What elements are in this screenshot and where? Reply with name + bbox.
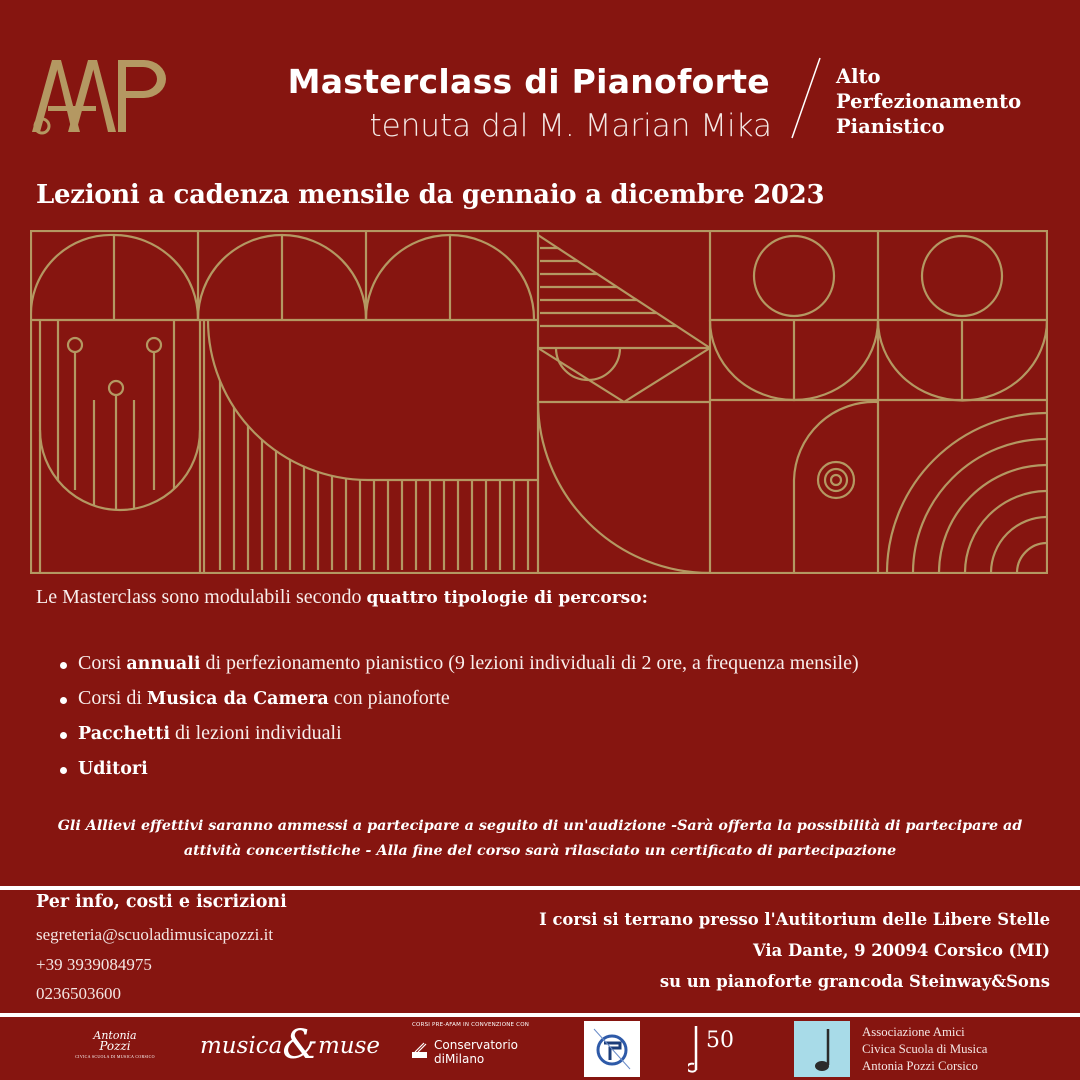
ampersand: &: [282, 1022, 318, 1068]
note-icon: [794, 1021, 850, 1077]
brand-line-3: Pianistico: [836, 115, 945, 138]
brand-line-2: Perfezionamento: [836, 90, 1022, 113]
email-link[interactable]: segreteria@scuoladimusicapozzi.it: [36, 925, 274, 944]
conservatorio-logo: [412, 1022, 562, 1072]
list-item: [78, 722, 859, 757]
pozzi-school-logo: [70, 1030, 160, 1070]
venue-line-1: I corsi si terrano presso l'Autitorium delle Libere Stelle: [539, 910, 1050, 929]
conservatorio-icon: [412, 1042, 427, 1058]
pozzi-name-2: Pozzi: [99, 1039, 131, 1053]
brand-line-1: Alto: [836, 65, 881, 88]
muse-word: muse: [318, 1033, 381, 1059]
assoc-line-1: Associazione Amici: [862, 1025, 965, 1039]
intro-text: [36, 586, 648, 609]
phone-landline[interactable]: 0236503600: [36, 984, 121, 1003]
list-item: [78, 757, 859, 792]
course-pre: Corsi: [78, 652, 127, 674]
title: Masterclass di Pianoforte: [287, 62, 770, 101]
course-list: [78, 652, 859, 792]
associazione-logo: [794, 1021, 850, 1077]
list-item: [78, 687, 859, 722]
phone-mobile[interactable]: +39 3939084975: [36, 955, 152, 974]
assoc-line-3: Antonia Pozzi Corsico: [862, 1059, 978, 1073]
visione-icon: [584, 1021, 640, 1077]
visione-logo: [584, 1021, 640, 1077]
pozzi-name-1: Antonia: [93, 1029, 137, 1042]
pozzi-caption: CIVICA SCUOLA DI MUSICA CORSICO: [75, 1054, 155, 1059]
course-bold: Musica da Camera: [146, 689, 329, 709]
list-item: [78, 652, 859, 687]
fifty-number: 50: [706, 1028, 734, 1053]
course-bold: Uditori: [78, 759, 148, 779]
venue-line-3: su un pianoforte grancoda Steinway&Sons: [659, 972, 1050, 991]
divider-slash: [786, 56, 826, 140]
lessons-heading: Lezioni a cadenza mensile da gennaio a dicembre 2023: [36, 180, 825, 210]
course-pre: Corsi di: [78, 687, 147, 709]
aap-logo: [30, 52, 180, 138]
intro-plain: Le Masterclass sono modulabili secondo: [36, 586, 367, 608]
course-bold: annuali: [126, 654, 201, 674]
notice-line-2: attività concertistiche - Alla fine del corso sarà rilasciato un certificato di partecipazione: [183, 843, 897, 859]
musica-muse-logo: [200, 1022, 381, 1068]
notice-line-1: Gli Allievi effettivi saranno ammessi a partecipare a seguito di un'audizione -Sarà offerta la possibilità di partecipare ad: [57, 818, 1023, 834]
venue-line-2: Via Dante, 9 20094 Corsico (MI): [753, 941, 1050, 960]
divider-top: [0, 886, 1080, 890]
fifty-years-logo: [688, 1022, 748, 1074]
conservatorio-name-2: diMilano: [434, 1052, 485, 1066]
divider-bottom: [0, 1013, 1080, 1017]
assoc-line-2: Civica Scuola di Musica: [862, 1042, 988, 1056]
conservatorio-caption: CORSI PRE-AFAM IN CONVENZIONE CON: [412, 1022, 530, 1028]
course-post: di lezioni individuali: [170, 722, 342, 744]
subtitle: tenuta dal M. Marian Mika: [369, 108, 772, 144]
brand-name: [836, 64, 1021, 139]
intro-bold: quattro tipologie di percorso:: [366, 588, 648, 608]
notice-text: [40, 814, 1040, 864]
geometric-art-decoration: [30, 230, 1048, 574]
musica-word: musica: [200, 1033, 283, 1059]
associazione-text: [862, 1024, 987, 1075]
conservatorio-name-1: Conservatorio: [434, 1038, 519, 1052]
course-post: con pianoforte: [328, 687, 450, 709]
info-heading: Per info, costi e iscrizioni: [36, 892, 287, 912]
course-post: di perfezionamento pianistico (9 lezioni individuali di 2 ore, a frequenza mensile): [200, 652, 859, 674]
course-bold: Pacchetti: [78, 724, 171, 744]
